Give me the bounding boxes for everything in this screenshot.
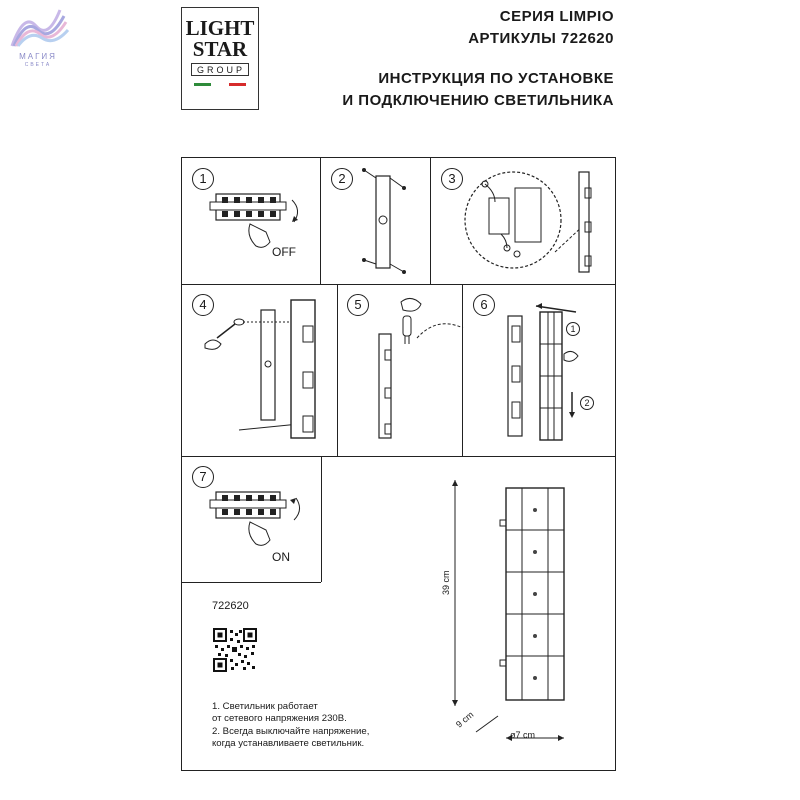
cover-attach-icon <box>488 296 628 446</box>
breaker-on-icon <box>200 478 320 558</box>
row-divider-1 <box>181 284 616 285</box>
on-label: ON <box>272 550 290 564</box>
breaker-off-icon <box>200 180 320 260</box>
wiring-detail-icon <box>455 162 625 280</box>
brand-line1: LIGHT <box>185 16 255 40</box>
product-article: 722620 <box>212 600 249 612</box>
italian-flag-icon <box>194 83 246 86</box>
step-number: 2 <box>331 168 353 190</box>
brand-line2: STAR <box>192 37 248 61</box>
arrow-2-badge: 2 <box>580 396 594 410</box>
row-divider-2 <box>181 456 616 457</box>
off-label: OFF <box>272 245 296 259</box>
step-number: 3 <box>441 168 463 190</box>
note-line: 2. Всегда выключайте напряжение, <box>212 726 370 737</box>
height-dimension: 39 cm <box>441 570 451 595</box>
arrow-1-badge: 1 <box>566 322 580 336</box>
width-dimension: ø7 cm <box>510 730 536 740</box>
row-divider-3 <box>181 582 321 583</box>
mount-body-icon <box>195 296 335 446</box>
step-number: 4 <box>192 294 214 316</box>
watermark-name: МАГИЯ <box>19 52 57 61</box>
note-line: 1. Светильник работает <box>212 701 318 712</box>
col-divider-2 <box>430 157 431 284</box>
flag-red <box>229 83 246 86</box>
brand-line3: GROUP <box>191 63 249 76</box>
step-number: 5 <box>347 294 369 316</box>
flag-green <box>194 83 211 86</box>
step-number: 7 <box>192 466 214 488</box>
instruction-title-line1: ИНСТРУКЦИЯ ПО УСТАНОВКЕ <box>378 70 614 87</box>
bulb-insert-icon <box>355 292 465 442</box>
series-title: СЕРИЯ LIMPIO <box>499 8 614 25</box>
col-divider-5 <box>321 456 322 582</box>
col-divider-1 <box>320 157 321 284</box>
flag-white <box>211 83 228 86</box>
step-number: 1 <box>192 168 214 190</box>
depth-dimension: 9 cm <box>454 709 476 730</box>
col-divider-3 <box>337 284 338 456</box>
qr-code-icon <box>213 628 257 672</box>
wave-logo-icon <box>4 2 74 52</box>
step-number: 6 <box>473 294 495 316</box>
watermark-sub: СВЕТА <box>24 62 52 68</box>
note-line: от сетевого напряжения 230В. <box>212 713 347 724</box>
note-line: когда устанавливаете светильник. <box>212 738 365 749</box>
articles-title: АРТИКУЛЫ 722620 <box>468 30 614 47</box>
instruction-title-line2: И ПОДКЛЮЧЕНИЮ СВЕТИЛЬНИКА <box>342 92 614 109</box>
brand-logo <box>181 7 259 110</box>
mounting-bracket-icon <box>360 168 420 278</box>
